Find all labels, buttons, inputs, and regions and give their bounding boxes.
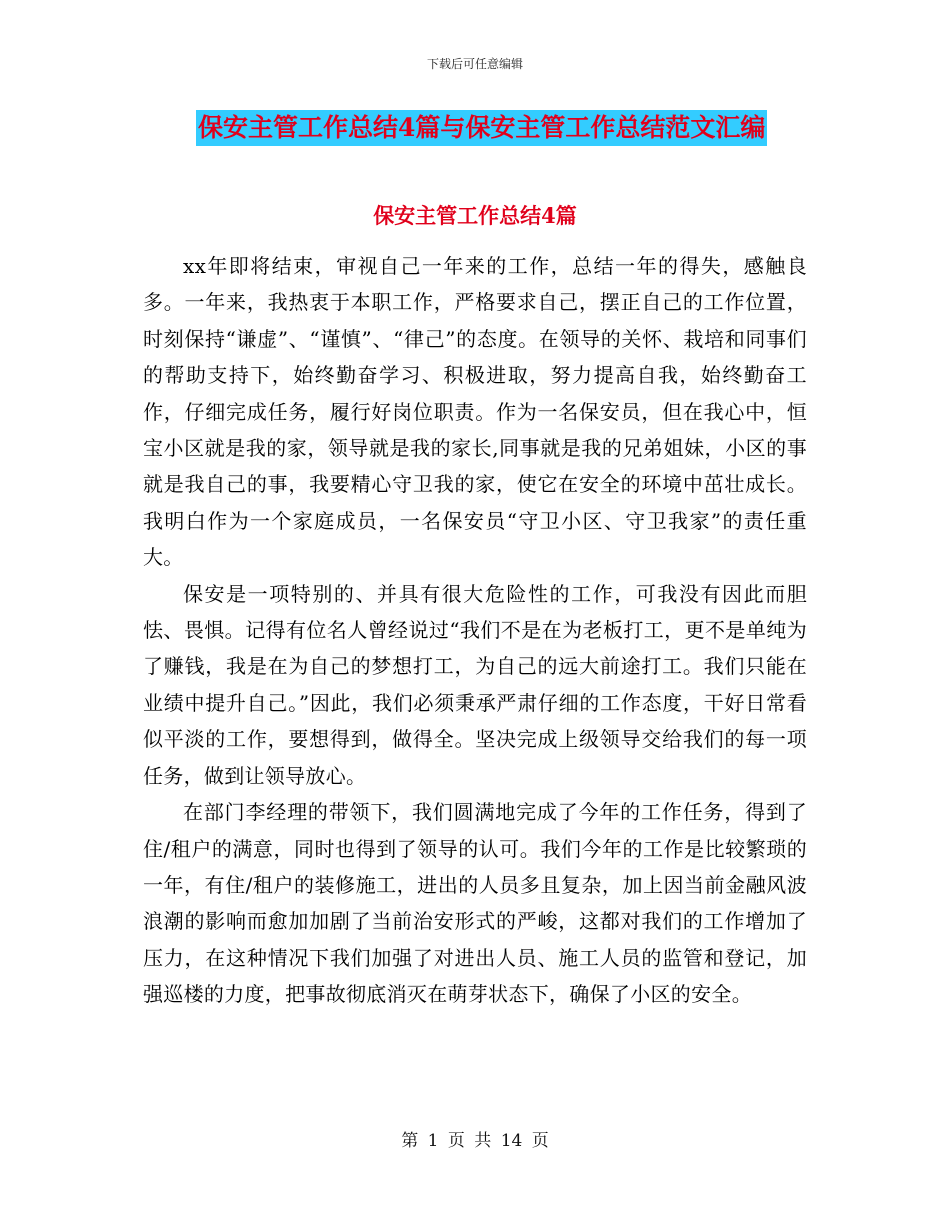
section-title: 保安主管工作总结4篇	[373, 203, 577, 228]
document-title: 保安主管工作总结4篇与保安主管工作总结范文汇编	[196, 110, 767, 146]
header-note: 下载后可任意编辑	[426, 57, 523, 71]
paragraph: xx年即将结束，审视自己一年来的工作，总结一年的得失，感触良多。一年来，我热衷于本职工作，严格要求自己，摆正自己的工作位置，时刻保持“谦虚”、“谨慎”、“律己”的态度。在领导的关怀、栽培和同事们的帮助支持下，始终勤奋学习、积极进取，努力提高自我，始终勤奋工作，仔细完成任务，履行好岗位职责。作为一名保安员，但在我心中，恒宝小区就是我的家，领导就是我的家长,同事就是我的兄弟姐妹，小区的事就是我自己的事，我要精心守卫我的家，使它在安全的环境中茁壮成长。我明白作为一个家庭成员，一名保安员“守卫小区、守卫我家”的责任重大。	[143, 254, 807, 570]
document-body	[143, 248, 807, 1013]
paragraph: 保安是一项特别的、并具有很大危险性的工作，可我没有因此而胆怯、畏惧。记得有位名人曾经说过“我们不是在为老板打工，更不是单纯为了赚钱，我是在为自己的梦想打工，为自己的远大前途打工。我们只能在业绩中提升自己。”因此，我们必须秉承严肃仔细的工作态度，干好日常看似平淡的工作，要想得到，做得全。坚决完成上级领导交给我们的每一项任务，做到让领导放心。	[143, 581, 807, 788]
paragraph: 在部门李经理的带领下，我们圆满地完成了今年的工作任务，得到了住/租户的满意，同时也得到了领导的认可。我们今年的工作是比较繁琐的一年，有住/租户的装修施工，进出的人员多且复杂，加上因当前金融风波浪潮的影响而愈加加剧了当前治安形式的严峻，这都对我们的工作增加了压力，在这种情况下我们加强了对进出人员、施工人员的监管和登记，加强巡楼的力度，把事故彻底消灭在萌芽状态下，确保了小区的安全。	[143, 800, 807, 1007]
page-footer: 第 1 页 共 14 页	[401, 1131, 549, 1151]
